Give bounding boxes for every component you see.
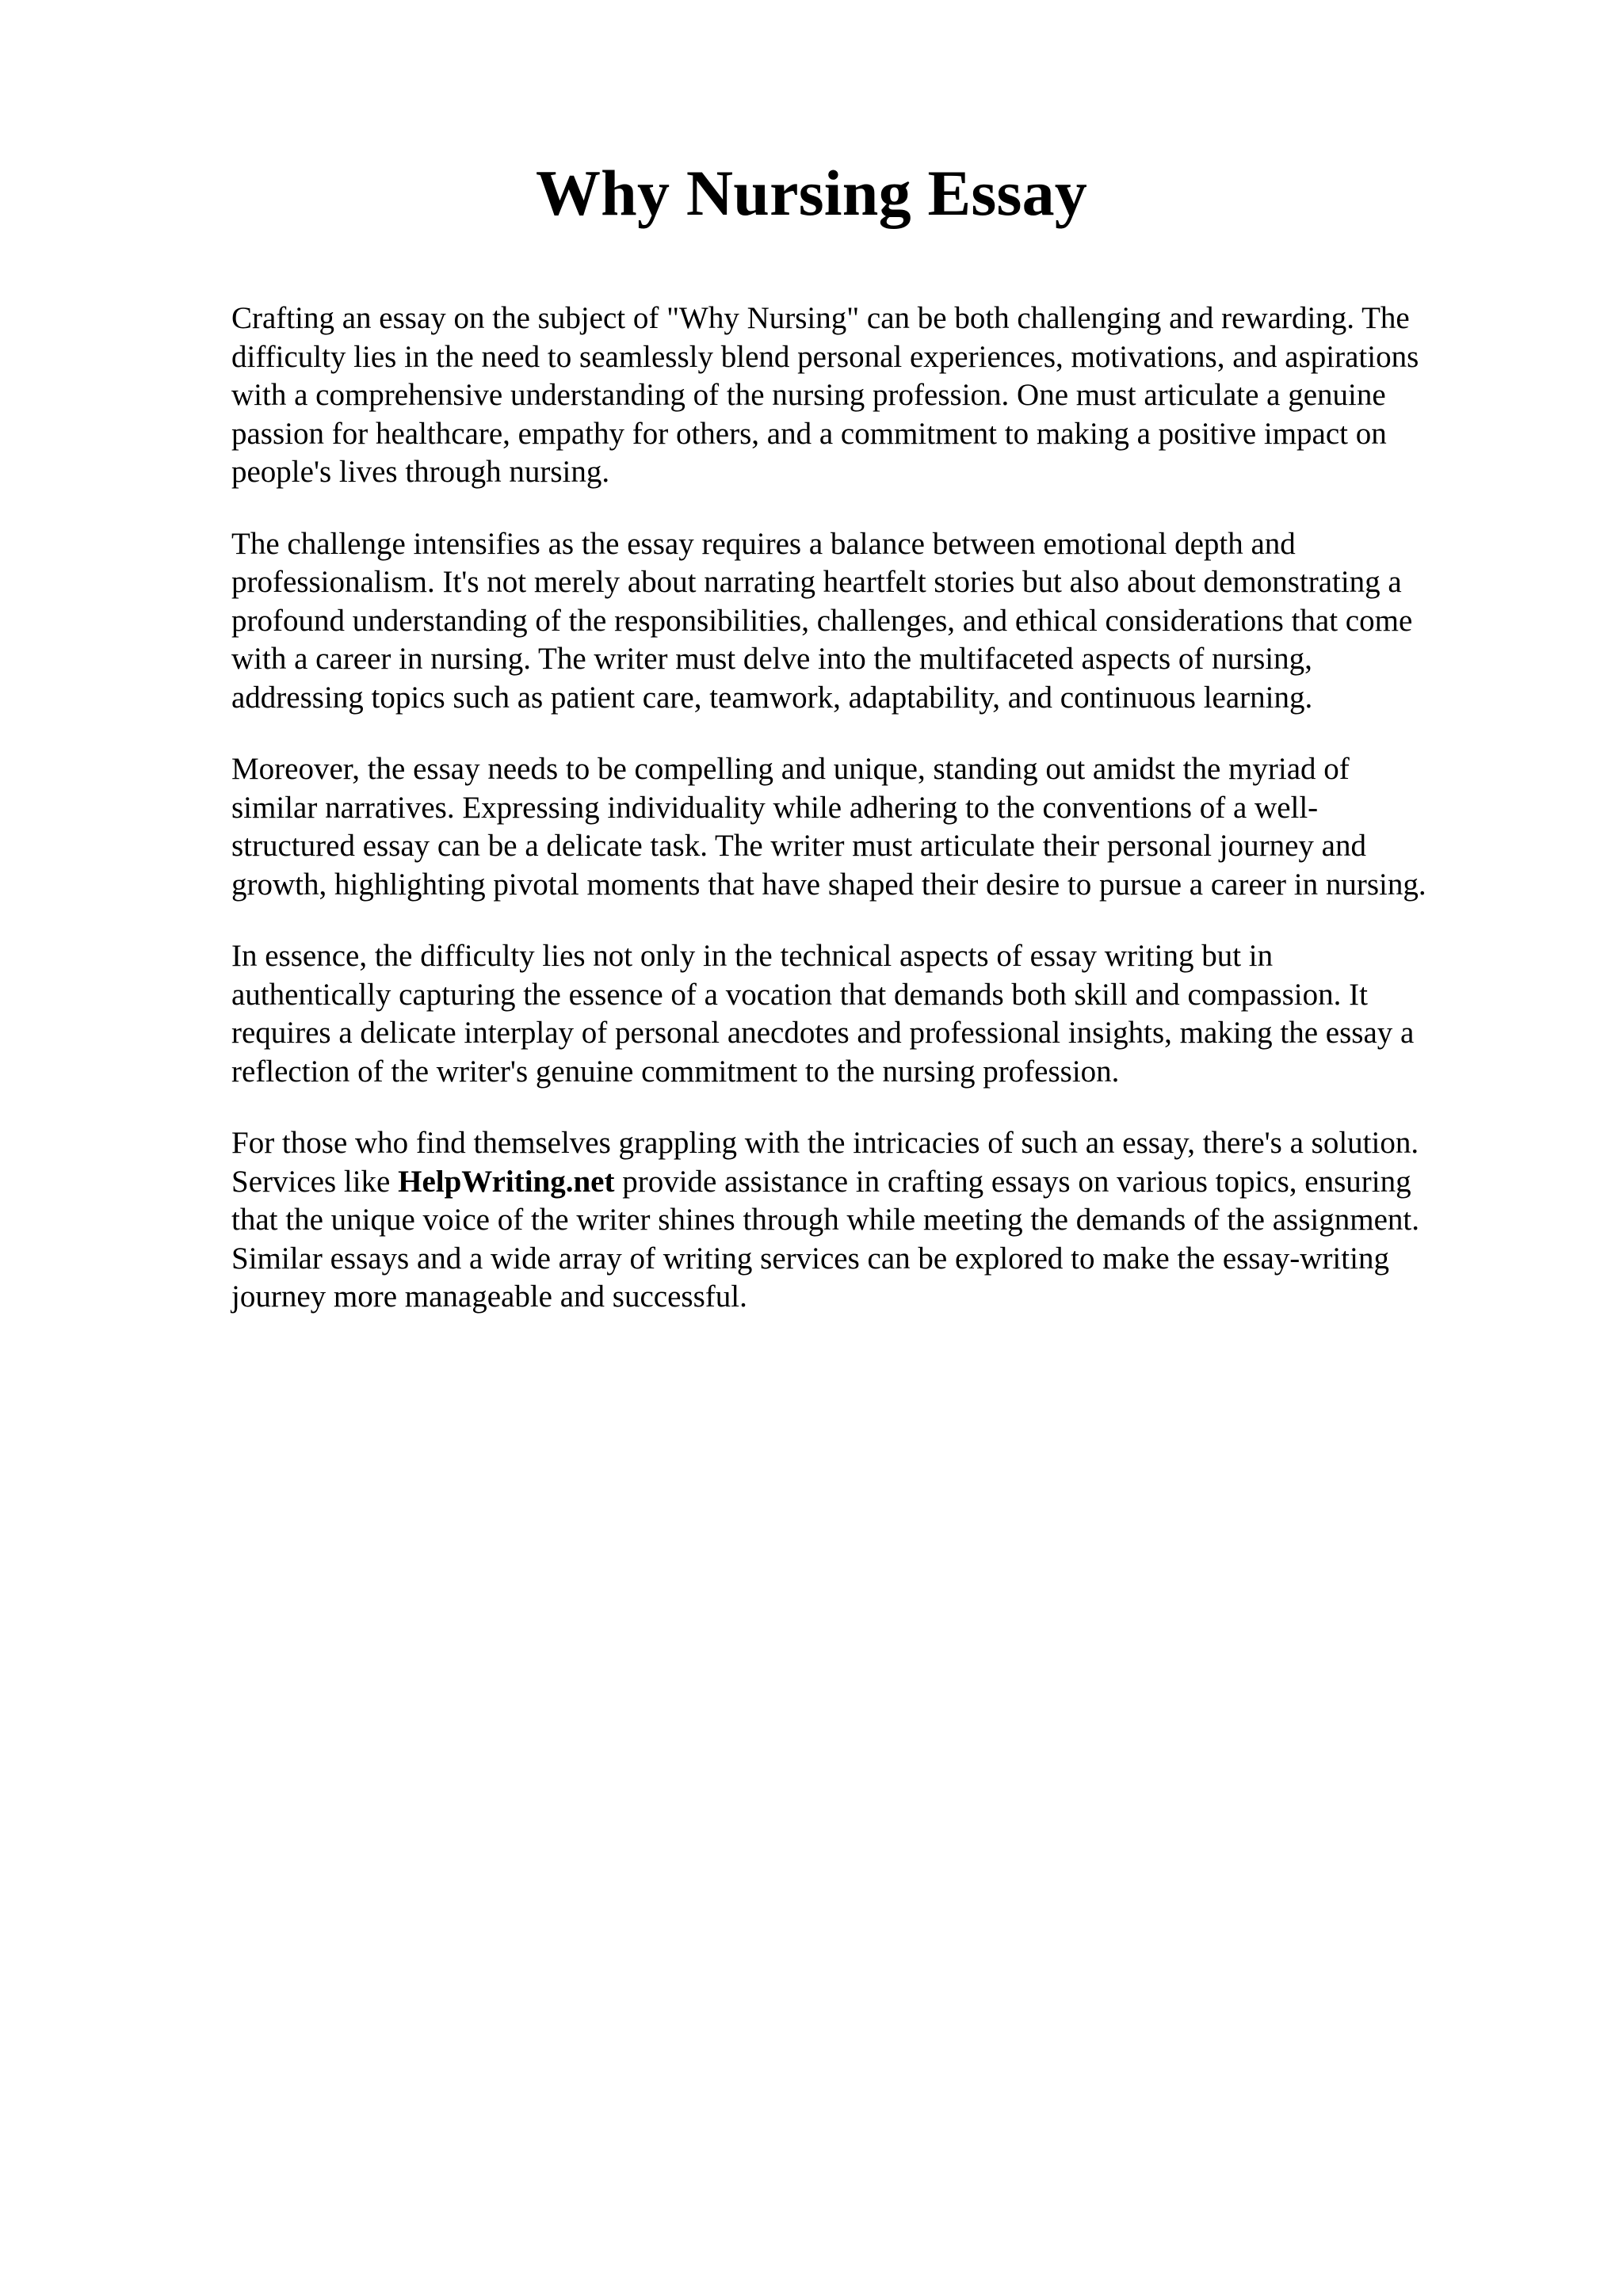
text-line: difficulty lies in the need to seamlessly blend personal experiences, motivations, and aspirations <box>231 339 1419 374</box>
text-line <box>231 1163 1531 1202</box>
text-line: people's lives through nursing. <box>231 455 610 489</box>
text-line: passion for healthcare, empathy for others, and a commitment to making a positive impact on <box>231 416 1387 451</box>
text-line: with a career in nursing. The writer must delve into the multifaceted aspects of nursing, <box>231 642 1312 676</box>
text-segment: provide assistance in crafting essays on various topics, ensuring <box>614 1164 1411 1199</box>
text-line: journey more manageable and successful. <box>231 1280 747 1314</box>
text-line: profound understanding of the responsibilities, challenges, and ethical considerations that come <box>231 603 1413 638</box>
paragraph-5 <box>231 1124 1531 1317</box>
helpwriting-brand-name: HelpWriting.net <box>398 1164 615 1199</box>
text-line: professionalism. It's not merely about narrating heartfelt stories but also about demonstrating a <box>231 565 1402 599</box>
text-line: Similar essays and a wide array of writing services can be explored to make the essay-writing <box>231 1241 1389 1276</box>
text-line: reflection of the writer's genuine commitment to the nursing profession. <box>231 1054 1120 1089</box>
text-line: For those who find themselves grappling with the intricacies of such an essay, there's a solution. <box>231 1126 1419 1160</box>
text-line: Crafting an essay on the subject of "Why Nursing" can be both challenging and rewarding. The <box>231 301 1410 335</box>
document-body <box>231 299 1531 1350</box>
text-line: authentically capturing the essence of a vocation that demands both skill and compassion. It <box>231 977 1368 1012</box>
text-segment: Services like <box>231 1164 399 1199</box>
text-line: In essence, the difficulty lies not only in the technical aspects of essay writing but in <box>231 939 1274 973</box>
paragraph-2 <box>231 525 1531 718</box>
paragraph-4 <box>231 937 1531 1091</box>
text-line: growth, highlighting pivotal moments that have shaped their desire to pursue a career in nursing. <box>231 867 1426 902</box>
text-line: with a comprehensive understanding of the nursing profession. One must articulate a genuine <box>231 378 1386 412</box>
text-line: Moreover, the essay needs to be compelling and unique, standing out amidst the myriad of <box>231 752 1350 786</box>
document-title: Why Nursing Essay <box>535 157 1088 229</box>
text-line: similar narratives. Expressing individuality while adhering to the conventions of a well- <box>231 790 1319 825</box>
text-line: addressing topics such as patient care, teamwork, adaptability, and continuous learning. <box>231 680 1313 715</box>
text-line: The challenge intensifies as the essay requires a balance between emotional depth and <box>231 526 1296 561</box>
text-line: that the unique voice of the writer shines through while meeting the demands of the assignment. <box>231 1203 1419 1237</box>
paragraph-1 <box>231 299 1531 492</box>
paragraph-3 <box>231 750 1531 904</box>
text-line: requires a delicate interplay of personal anecdotes and professional insights, making the essay a <box>231 1016 1415 1050</box>
text-line: structured essay can be a delicate task. The writer must articulate their personal journey and <box>231 829 1366 863</box>
